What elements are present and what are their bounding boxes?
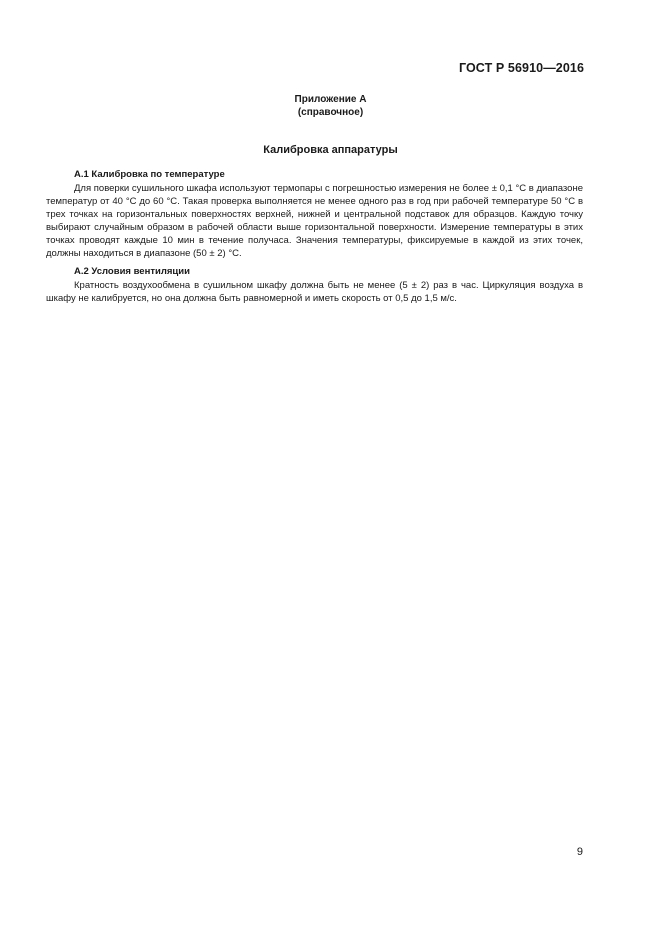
- section-heading: А.1 Калибровка по температуре: [74, 169, 225, 180]
- appendix-subtitle: (справочное): [297, 107, 364, 118]
- appendix-label: [0, 93, 661, 119]
- document-body: [46, 168, 583, 310]
- section-ventilation-conditions: [46, 265, 583, 305]
- page-number: 9: [576, 846, 583, 858]
- page-title: Калибровка аппаратуры: [263, 144, 398, 156]
- appendix-title: Приложение А: [294, 94, 367, 105]
- section-heading: А.2 Условия вентиляции: [74, 266, 190, 277]
- section-paragraph: Для поверки сушильного шкафа используют термопары с погрешностью измерения не более ± 0,1 °C в диапазоне температур от 40 °C до 60 °C. Такая проверка выполняется не менее одного раз в год при рабочей температуре 50 °C в трех точках на горизонтальных поверхностях верхней, нижней и центральной подставок для образцов. Каждую точку выбирают случайным образом в рабочей области выше горизонтальной поверхности. Измерение температуры в этих точках проводят каждые 10 мин в течение получаса. Значения температуры, фиксируемые в каждой из этих точек, должны находиться в диапазоне (50 ± 2) °C.: [46, 183, 583, 259]
- section-paragraph: Кратность воздухообмена в сушильном шкафу должна быть не менее (5 ± 2) раз в час. Циркуляция воздуха в шкафу не калибруется, но она должна быть равномерной и иметь скорость от 0,5 до 1,5 м/с.: [46, 280, 583, 304]
- section-temperature-calibration: [46, 168, 583, 260]
- standard-code: ГОСТ Р 56910—2016: [458, 61, 584, 75]
